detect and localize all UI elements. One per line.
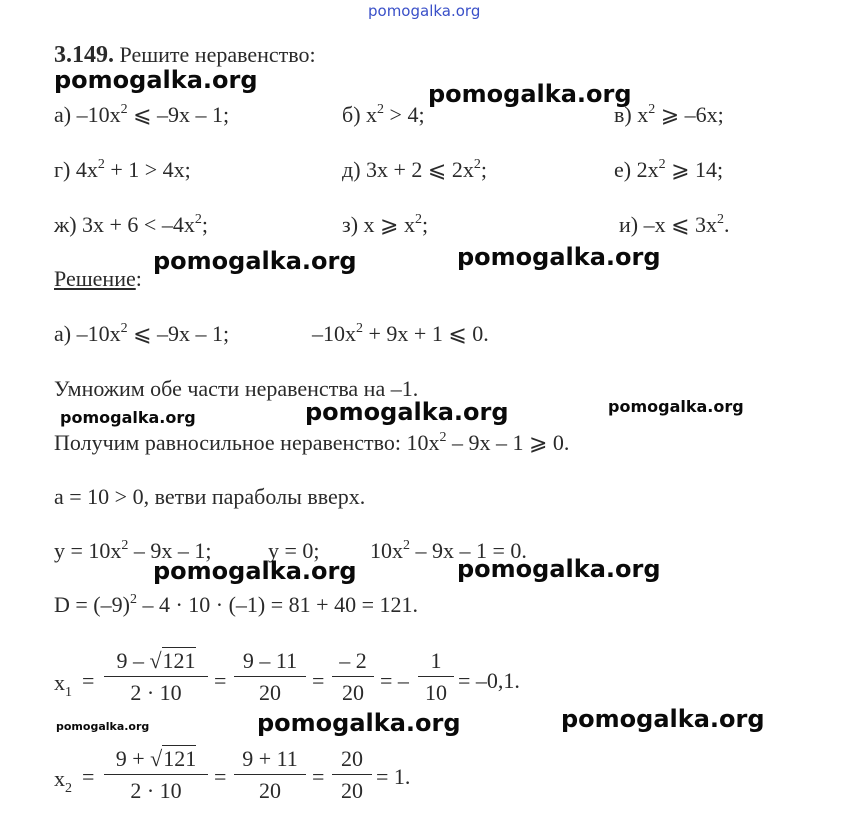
solution-branches: a = 10 > 0, ветви параболы вверх. — [54, 484, 366, 509]
task-d: д) 3x + 2 ⩽ $2x^2$; — [342, 157, 487, 182]
task-zh: ж) $3x + 6 < -4x^2$; — [54, 212, 208, 237]
equals-sign: = — [82, 764, 95, 789]
watermark[interactable]: pomogalka.org — [608, 397, 744, 416]
solution-line-original: а) $-10x^2$ ⩽ –9x – 1; — [54, 321, 230, 346]
equals-sign: = — [82, 668, 95, 693]
x1-fraction-difference: 9 – 11 20 — [234, 648, 306, 706]
task-z: з) x ⩾ $x^2$; — [342, 212, 429, 237]
watermark[interactable]: pomogalka.org — [305, 398, 509, 426]
x2-fraction-sum: 9 + 11 20 — [234, 746, 306, 804]
watermark[interactable]: pomogalka.org — [60, 408, 196, 427]
x2-label: $x_2$ — [54, 766, 72, 796]
watermark[interactable]: pomogalka.org — [54, 66, 258, 94]
watermark[interactable]: pomogalka.org — [257, 709, 461, 737]
watermark[interactable]: pomogalka.org — [457, 243, 661, 271]
x1-fraction-simple: 1 10 — [418, 648, 454, 706]
task-i: и) –x ⩽ $3x^2$. — [619, 212, 730, 237]
x2-result: = 1. — [376, 764, 411, 789]
equals-minus: = – — [380, 668, 409, 693]
solution-equation: $10x^2 - 9x - 1 = 0$. — [370, 538, 527, 563]
x2-fraction-root: 9 + √121 2 · 10 — [104, 746, 208, 804]
x1-result: = –0,1. — [458, 668, 520, 693]
equals-sign: = — [312, 668, 325, 693]
solution-multiply: Умножим обе части неравенства на –1. — [54, 376, 419, 401]
watermark[interactable]: pomogalka.org — [153, 557, 357, 585]
watermark[interactable]: pomogalka.org — [428, 80, 632, 108]
solution-equivalent: Получим равносильное неравенство: $10x^2 - 9x - 1$ ⩾ 0. — [54, 430, 570, 455]
x1-label: $x_1$ — [54, 670, 72, 700]
watermark[interactable]: pomogalka.org — [457, 555, 661, 583]
x2-fraction-reduced: 20 20 — [332, 746, 372, 804]
watermark[interactable]: pomogalka.org — [56, 720, 150, 733]
task-b: б) $x^2 > 4$; — [342, 102, 425, 127]
watermark-top[interactable]: pomogalka.org — [368, 2, 481, 20]
x1-fraction-root: 9 – √121 2 · 10 — [104, 648, 208, 706]
equals-sign: = — [214, 764, 227, 789]
equals-sign: = — [312, 764, 325, 789]
problem-header — [54, 42, 316, 68]
solution-y-zero: y = 0; — [268, 538, 320, 563]
x1-fraction-reduced: – 2 20 — [332, 648, 374, 706]
watermark[interactable]: pomogalka.org — [153, 247, 357, 275]
problem-task: Решите неравенство: — [119, 42, 316, 67]
solution-function: $y = 10x^2 - 9x - 1$; — [54, 538, 212, 563]
solution-discriminant: $D = (-9)^2 - 4 \cdot 10 \cdot (-1) = 81 + 40 = 121$. — [54, 592, 418, 617]
solution-title: Решение: — [54, 266, 142, 291]
task-v: в) $x^2$ ⩾ –6x; — [614, 102, 724, 127]
solution-line-moved: $-10x^2 + 9x + 1$ ⩽ 0. — [312, 321, 489, 346]
problem-number: 3.149. — [54, 42, 114, 68]
equals-sign: = — [214, 668, 227, 693]
task-g: г) $4x^2 + 1 > 4x$; — [54, 157, 191, 182]
task-a: а) $-10x^2$ ⩽ –9x – 1; — [54, 102, 230, 127]
watermark[interactable]: pomogalka.org — [561, 705, 765, 733]
task-e: е) $2x^2$ ⩾ 14; — [614, 157, 724, 182]
